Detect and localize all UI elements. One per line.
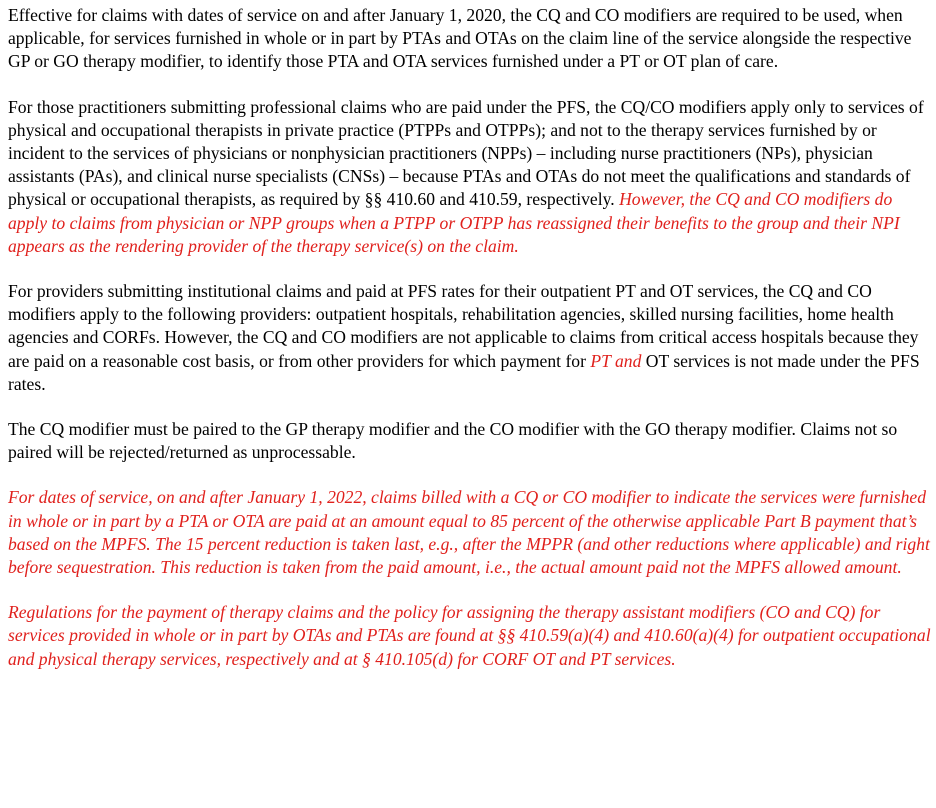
revised-text: For dates of service, on and after January 1, 2022, claims billed with a CQ or CO modifier to indicate the services were furnished in whole or in part by a PTA or OTA are paid at an amount equal to 85 percent of the otherwise applicable Part B payment that’s based on the MPFS. The 15 percent reduction is taken last, e.g., after the MPPR (and other reductions where applicable) and right before sequestration. This reduction is taken from the paid amount, i.e., the actual amount paid not the MPFS allowed amount. xyxy=(8,487,930,578)
paragraph-effective-date xyxy=(8,4,934,74)
paragraph-institutional-claims xyxy=(8,280,934,396)
document-body xyxy=(8,4,934,693)
paragraph-text: For those practitioners submitting professional claims who are paid under the PFS, the CQ/CO modifiers apply only to services of physical and occupational therapists in private practice (PTPPs and OTPPs); and not to the therapy services furnished by or incident to the services of physicians or nonphysician practitioners (NPPs) – including nurse practitioners (NPs), physician assistants (PAs), and clinical nurse specialists (CNSs) – because PTAs and OTAs do not meet the qualifications and standards of physical or occupational therapists, as required by §§ 410.60 and 410.59, respectively. xyxy=(8,96,924,210)
revised-text: However, the CQ and CO modifiers do apply to claims from physician or NPP groups when a PTPP or OTPP has reassigned their benefits to the group and their NPI appears as the rendering provider of the therapy service(s) on the claim. xyxy=(8,189,900,256)
revised-text: Regulations for the payment of therapy claims and the policy for assigning the therapy assistant modifiers (CO and CQ) for services provided in whole or in part by OTAs and PTAs are found at §§ 410.59(a)(4) and 410.60(a)(4) for outpatient occupational and physical therapy services, respectively and at § 410.105(d) for CORF OT and PT services. xyxy=(8,602,931,669)
paragraph-professional-claims xyxy=(8,96,934,258)
paragraph-text: For providers submitting institutional claims and paid at PFS rates for their outpatient PT and OT services, the CQ and CO modifiers apply to the following providers: outpatient hospitals, rehabilitation agencies, skilled nursing facilities, home health agencies and CORFs. However, the CQ and CO modifiers are not applicable to claims from critical access hospitals because they are paid on a reasonable cost basis, or from other providers for which payment for xyxy=(8,281,919,371)
paragraph-regulations xyxy=(8,601,934,671)
paragraph-text: Effective for claims with dates of service on and after January 1, 2020, the CQ and CO modifiers are required to be used, when applicable, for services furnished in whole or in part by PTAs and OTAs on the claim line of the service alongside the respective GP or GO therapy modifier, to identify those PTA and OTA services furnished under a PT or OT plan of care. xyxy=(8,5,912,72)
revised-text: PT and xyxy=(590,350,642,371)
paragraph-modifier-pairing xyxy=(8,418,934,464)
paragraph-text: The CQ modifier must be paired to the GP therapy modifier and the CO modifier with the GO therapy modifier. Claims not so paired will be rejected/returned as unprocessable. xyxy=(8,419,898,463)
paragraph-payment-reduction xyxy=(8,486,934,579)
paragraph-text: OT services is not made under the PFS rates. xyxy=(8,350,920,394)
